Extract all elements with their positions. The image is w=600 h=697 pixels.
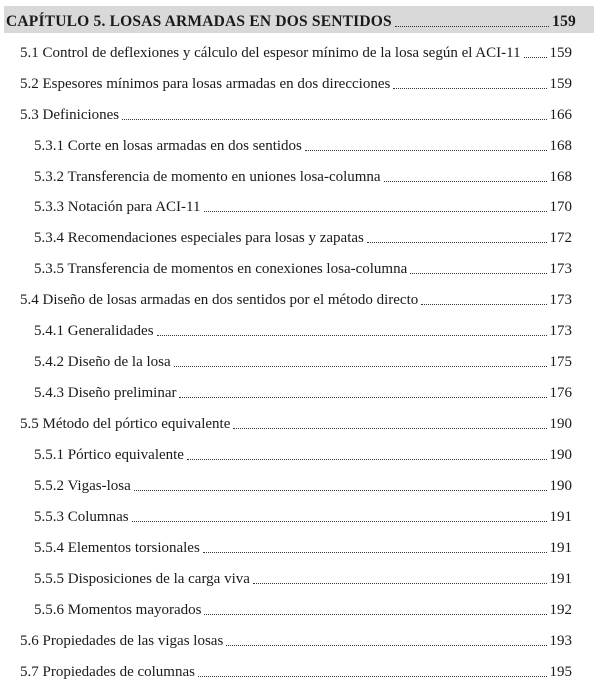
toc-entry-5-3-4 (34, 225, 572, 247)
toc-entry-5-5-2 (34, 473, 572, 495)
dot-leader (198, 676, 547, 677)
toc-entry-title: 5.4.1 Generalidades (34, 323, 154, 339)
toc-entry-page-number: 190 (549, 478, 572, 494)
toc-entry-title: 5.2 Espesores mínimos para losas armadas en dos direcciones (20, 76, 391, 92)
dot-leader (134, 490, 547, 491)
toc-entry-5-4-1 (34, 318, 572, 340)
dot-leader (122, 119, 546, 120)
toc-entry-title: 5.5.4 Elementos torsionales (34, 540, 200, 556)
toc-entry-page-number: 176 (549, 385, 572, 401)
toc-entry-page-number: 173 (549, 261, 572, 277)
dot-leader (524, 57, 547, 58)
toc-entry-title: 5.3.3 Notación para ACI-11 (34, 199, 201, 215)
toc-entry-5-5-4 (34, 535, 572, 557)
toc-entry-page-number: 168 (549, 169, 572, 185)
toc-entry-title: 5.1 Control de deflexiones y cálculo del espesor mínimo de la losa según el ACI-11 (20, 45, 521, 61)
toc-entry-page-number: 170 (549, 199, 572, 215)
toc-entry-5-3-2 (34, 164, 572, 186)
toc-entry-page-number: 168 (549, 138, 572, 154)
toc-entry-title: 5.5.3 Columnas (34, 509, 129, 525)
dot-leader (226, 645, 546, 646)
dot-leader (367, 242, 547, 243)
dot-leader (174, 366, 547, 367)
toc-entry-page-number: 192 (549, 602, 572, 618)
toc-entry-5-7 (20, 659, 572, 681)
dot-leader (421, 304, 546, 305)
toc-entry-title: 5.4.3 Diseño preliminar (34, 385, 177, 401)
toc-entry-page-number: 193 (549, 633, 572, 649)
toc-entry-page-number: 190 (549, 416, 572, 432)
toc-entry-5-4-2 (34, 349, 572, 371)
dot-leader (204, 614, 546, 615)
dot-leader (253, 583, 547, 584)
toc-entry-5-3-1 (34, 133, 572, 155)
toc-entry-title: 5.4.2 Diseño de la losa (34, 354, 171, 370)
chapter-title: CAPÍTULO 5. LOSAS ARMADAS EN DOS SENTIDOS (6, 13, 392, 30)
dot-leader (395, 26, 549, 27)
toc-entry-page-number: 191 (549, 509, 572, 525)
dot-leader (187, 459, 547, 460)
toc-entry-page-number: 172 (549, 230, 572, 246)
toc-entry-title: 5.3.2 Transferencia de momento en uniones losa-columna (34, 169, 381, 185)
chapter-heading-band (4, 6, 594, 33)
toc-entry-5-6 (20, 628, 572, 650)
toc-entry-page-number: 159 (549, 76, 572, 92)
toc-entry-page-number: 173 (549, 292, 572, 308)
toc-entry-page-number: 159 (549, 45, 572, 61)
toc-entry-5-3-3 (34, 194, 572, 216)
toc-entry-5-5-5 (34, 566, 572, 588)
dot-leader (233, 428, 546, 429)
toc-entry-page-number: 166 (549, 107, 572, 123)
toc-entry-title: 5.3.4 Recomendaciones especiales para losas y zapatas (34, 230, 364, 246)
toc-entry-title: 5.5.2 Vigas-losa (34, 478, 131, 494)
toc-entry-5-3 (20, 102, 572, 124)
toc-entry-5-4-3 (34, 380, 572, 402)
toc-entry-title: 5.5.1 Pórtico equivalente (34, 447, 184, 463)
toc-entry-title: 5.3.5 Transferencia de momentos en conexiones losa-columna (34, 261, 408, 277)
toc-entry-title: 5.7 Propiedades de columnas (20, 664, 195, 680)
toc-entry-5-5-1 (34, 442, 572, 464)
dot-leader (157, 335, 547, 336)
toc-entry-title: 5.6 Propiedades de las vigas losas (20, 633, 224, 649)
toc-entry-page-number: 191 (549, 540, 572, 556)
chapter-page-number: 159 (552, 13, 576, 30)
dot-leader (203, 552, 547, 553)
toc-entry-title: 5.5.6 Momentos mayorados (34, 602, 202, 618)
toc-entry-5-5 (20, 411, 572, 433)
toc-entry-5-1 (20, 40, 572, 62)
dot-leader (132, 521, 547, 522)
dot-leader (305, 150, 547, 151)
toc-entry-page-number: 173 (549, 323, 572, 339)
toc-entry-title: 5.5.5 Disposiciones de la carga viva (34, 571, 250, 587)
toc-entry-5-3-5 (34, 256, 572, 278)
dot-leader (384, 181, 547, 182)
toc-entry-page-number: 195 (549, 664, 572, 680)
toc-entry-title: 5.3.1 Corte en losas armadas en dos sentidos (34, 138, 302, 154)
toc-entry-5-5-6 (34, 597, 572, 619)
dot-leader (204, 211, 547, 212)
toc-entry-title: 5.5 Método del pórtico equivalente (20, 416, 231, 432)
toc-entry-page-number: 190 (549, 447, 572, 463)
toc-entry-page-number: 191 (549, 571, 572, 587)
dot-leader (410, 273, 546, 274)
chapter-entry (6, 9, 576, 31)
dot-leader (393, 88, 546, 89)
toc-entry-title: 5.4 Diseño de losas armadas en dos sentidos por el método directo (20, 292, 419, 308)
toc-entry-title: 5.3 Definiciones (20, 107, 120, 123)
toc-entry-5-4 (20, 287, 572, 309)
toc-entry-page-number: 175 (549, 354, 572, 370)
dot-leader (179, 397, 546, 398)
toc-entry-5-5-3 (34, 504, 572, 526)
toc-entry-5-2 (20, 71, 572, 93)
